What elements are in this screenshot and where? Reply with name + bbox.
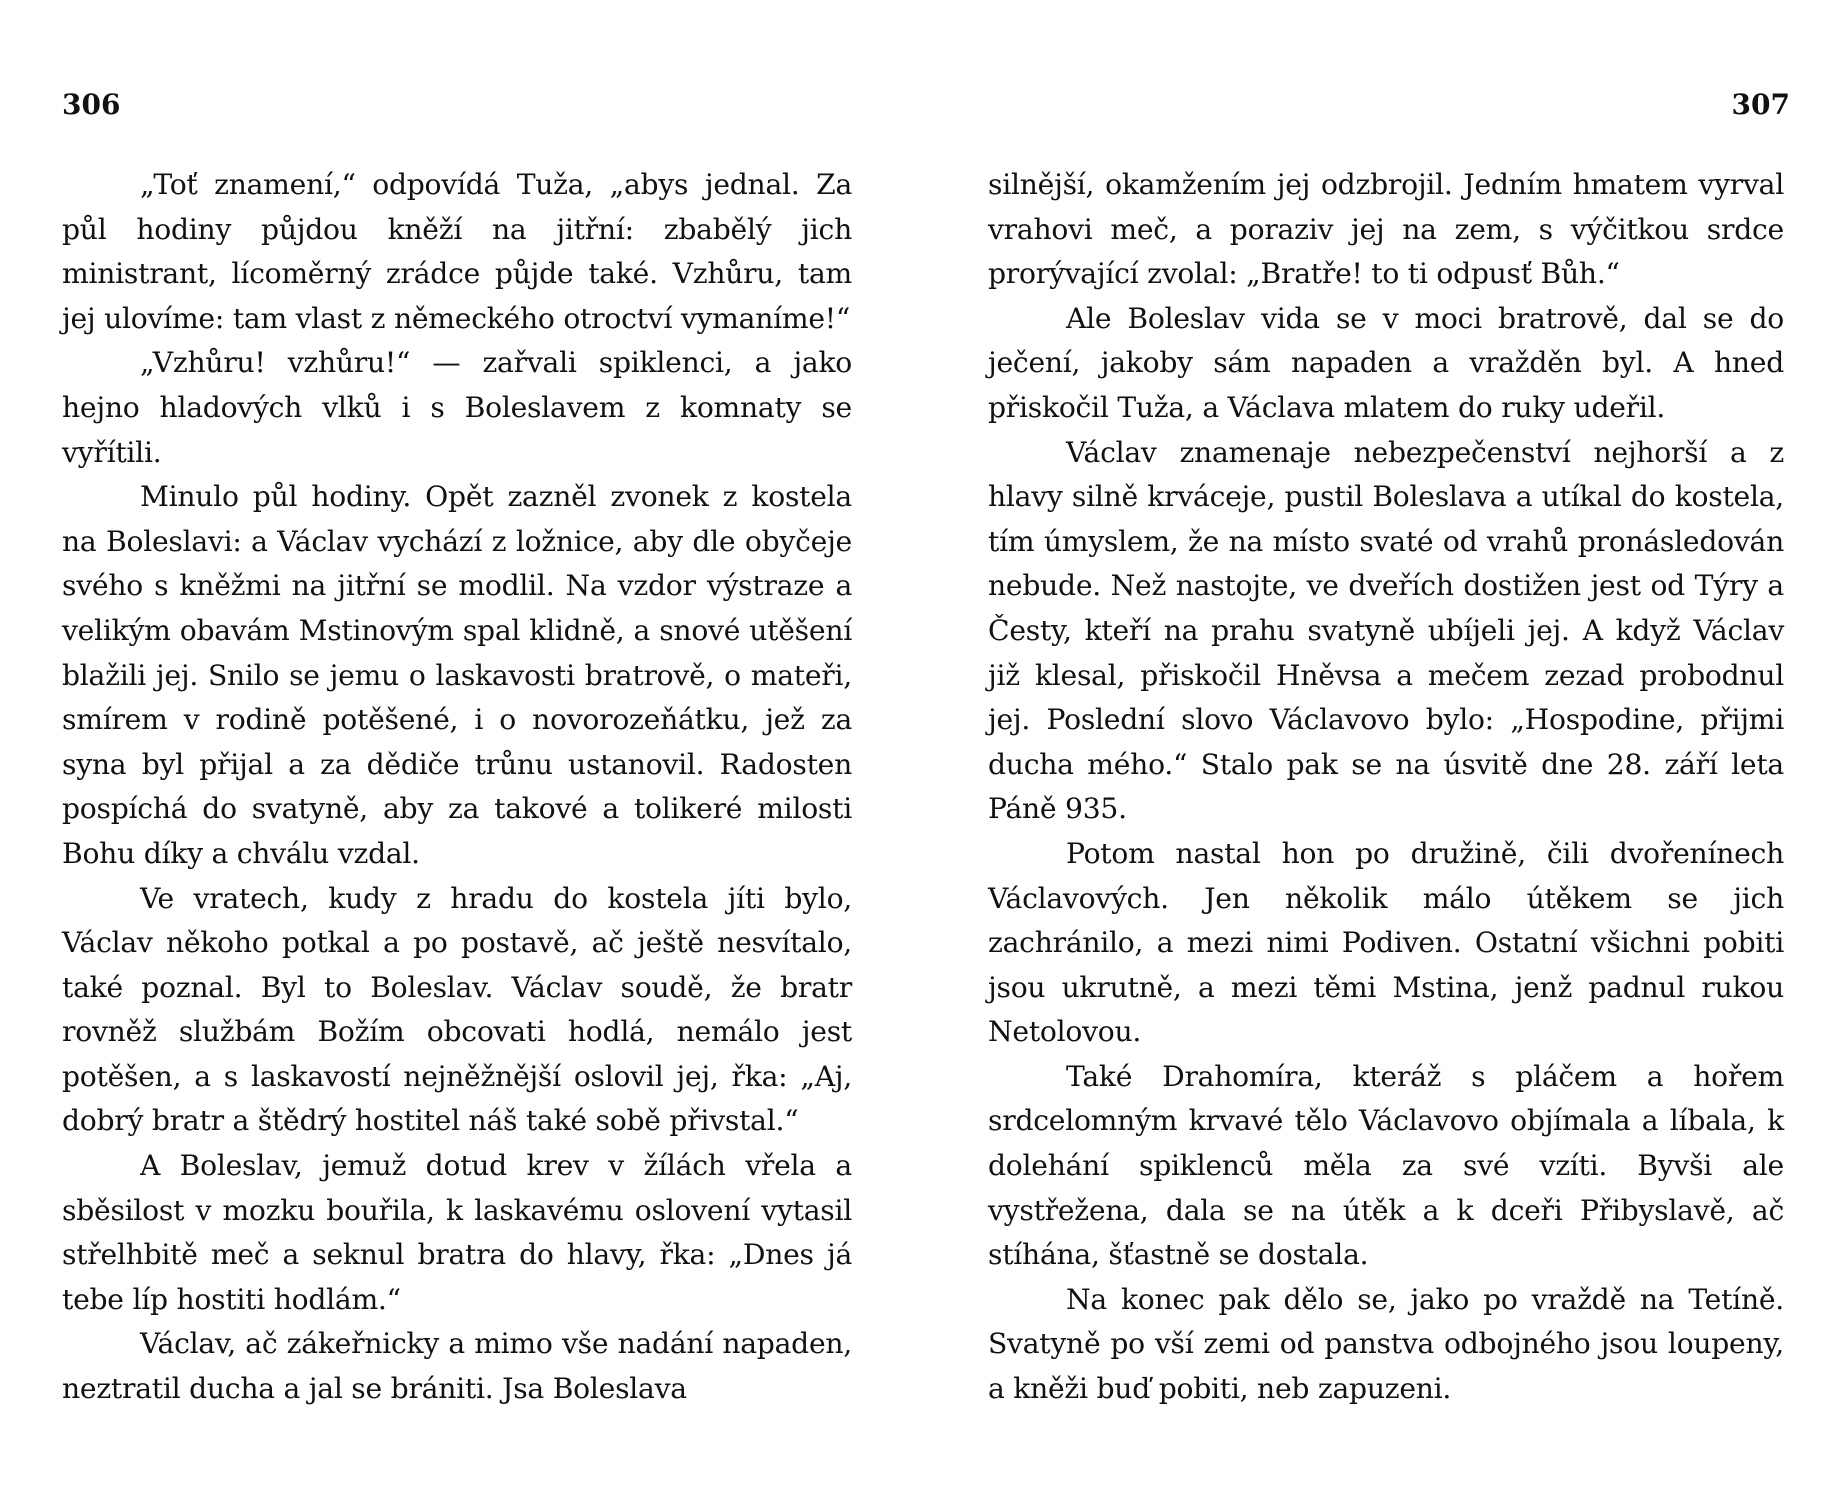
page-number-right: 307 [1731, 88, 1790, 121]
paragraph: Václav znamenaje nebezpečenství nejhorší a z hlavy silně krváceje, pustil Boleslava a utíkal do kostela, tím úmyslem, že na místo svaté od vrahů pronásledován nebude. Než nastojte, ve dveřích dostižen jest od Týry a Česty, kteří na prahu svatyně ubíjeli jej. A když Václav již klesal, přiskočil Hněvsa a mečem zezad probodnul jej. Poslední slovo Václavovo bylo: „Hospodine, přijmi ducha mého.“ Stalo pak se na úsvitě dne 28. září leta Páně 935. [988, 435, 1784, 826]
paragraph: Ale Boleslav vida se v moci bratrově, dal se do ječení, jakoby sám napaden a vražděn byl. A hned přiskočil Tuža, a Václava mlatem do ruky udeřil. [988, 301, 1784, 424]
right-page [912, 0, 1824, 1500]
paragraph: Václav, ač zákeřnicky a mimo vše nadání napaden, neztratil ducha a jal se brániti. Jsa Boleslava [62, 1327, 852, 1406]
page-number-left: 306 [62, 88, 121, 121]
right-page-text [988, 163, 1784, 1412]
paragraph: Na konec pak dělo se, jako po vraždě na Tetíně. Svatyně po vší zemi od panstva odbojného jsou loupeny, a kněži buď pobiti, neb zapuzeni. [988, 1282, 1784, 1406]
paragraph: Potom nastal hon po družině, čili dvořenínech Václavových. Jen několik málo útěkem se jich zachránilo, a mezi nimi Podiven. Ostatní všichni pobiti jsou ukrutně, a mezi těmi Mstina, jenž padnul rukou Netolovou. [988, 836, 1784, 1049]
paragraph: „Toť znamení,“ odpovídá Tuža, „abys jednal. Za půl hodiny půjdou kněží na jitřní: zbabělý jich ministrant, lícoměrný zrádce půjde také. Vzhůru, tam jej ulovíme: tam vlast z německého otroctví vymaníme!“ [62, 168, 852, 335]
paragraph: „Vzhůru! vzhůru!“ — zařvali spiklenci, a jako hejno hladových vlků i s Boleslavem z komnaty se vyřítili. [62, 346, 852, 469]
left-page-text [62, 163, 852, 1412]
paragraph: A Boleslav, jemuž dotud krev v žílách vřela a sběsilost v mozku bouřila, k laskavému oslovení vytasil střelhbitě meč a seknul bratra do hlavy, řka: „Dnes já tebe líp hostiti hodlám.“ [62, 1149, 852, 1316]
paragraph: silnější, okamžením jej odzbrojil. Jedním hmatem vyrval vrahovi meč, a poraziv jej na zem, s výčitkou srdce prorývající zvolal: „Bratře! to ti odpusť Bůh.“ [988, 168, 1784, 291]
paragraph: Také Drahomíra, kteráž s pláčem a hořem srdcelomným krvavé tělo Václavovo objímala a líbala, k dolehání spiklenců měla za své vzíti. Byvši ale vystřežena, dala se na útěk a k dceři Přibyslavě, ač stíhána, šťastně se dostala. [988, 1059, 1784, 1272]
paragraph: Ve vratech, kudy z hradu do kostela jíti bylo, Václav někoho potkal a po postavě, ač ještě nesvítalo, také poznal. Byl to Boleslav. Václav soudě, že bratr rovněž službám Božím obcovati hodlá, nemálo jest potěšen, a s laskavostí nejněžnější oslovil jej, řka: „Aj, dobrý bratr a štědrý hostitel náš také sobě přivstal.“ [62, 881, 852, 1138]
paragraph: Minulo půl hodiny. Opět zazněl zvonek z kostela na Boleslavi: a Václav vychází z ložnice, aby dle obyčeje svého s kněžmi na jitřní se modlil. Na vzdor výstraze a velikým obavám Mstinovým spal klidně, a snové utěšení blažili jej. Snilo se jemu o laskavosti bratrově, o mateři, smírem v rodině potěšené, i o novorozeňátku, jež za syna byl přijal a za dědiče trůnu ustanovil. Radosten pospíchá do svatyně, aby za takové a tolikeré milosti Bohu díky a chválu vzdal. [62, 480, 852, 870]
